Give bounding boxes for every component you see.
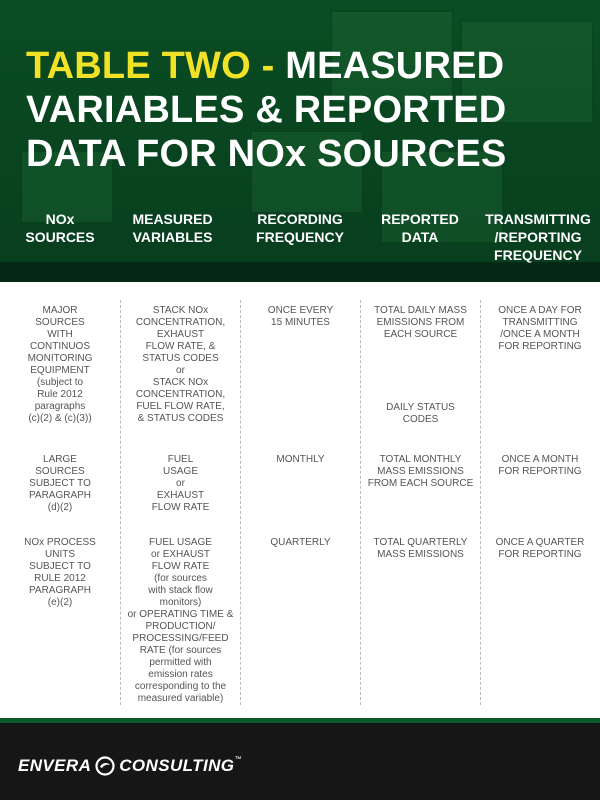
page-title <box>26 44 586 176</box>
column-divider <box>360 300 361 705</box>
company-logo <box>18 754 241 778</box>
cell-reported-status: DAILY STATUS CODES <box>386 402 455 425</box>
logo-text-left: ENVERA <box>18 756 92 775</box>
footer <box>0 718 600 800</box>
column-divider <box>240 300 241 705</box>
cell-transmitting: ONCE A DAY FOR TRANSMITTING /ONCE A MONTH FOR REPORTING <box>498 305 582 352</box>
cell-reported: TOTAL DAILY MASS EMISSIONS FROM EACH SOURCE <box>374 305 467 340</box>
cell-reported: TOTAL QUARTERLY MASS EMISSIONS <box>373 537 468 560</box>
cell-transmitting: ONCE A QUARTER FOR REPORTING <box>495 537 585 560</box>
cell-source: MAJOR SOURCES WITH CONTINUOS MONITORING EQUIPMENT (subject to Rule 2012 paragraphs (c)(2) & (c)(3)) <box>27 305 93 424</box>
cell-measured: FUEL USAGE or EXHAUST FLOW RATE (for sources with stack flow monitors) or OPERATING TIME & PRODUCTION/ PROCESSING/FEED RATE (for sources permitted with emission rates corresponding to the measured variable) <box>127 537 234 704</box>
cell-source: LARGE SOURCES SUBJECT TO PARAGRAPH (d)(2) <box>28 454 92 513</box>
cell-measured: STACK NOx CONCENTRATION, EXHAUST FLOW RATE, & STATUS CODES or STACK NOx CONCENTRATION, FUEL FLOW RATE, & STATUS CODES <box>135 305 226 424</box>
cell-recording: ONCE EVERY 15 MINUTES <box>267 305 334 328</box>
column-divider <box>480 300 481 705</box>
column-header-nox-sources: NOx SOURCES <box>25 211 95 245</box>
title-rest: MEASURED VARIABLES & REPORTED DATA FOR NOx SOURCES <box>26 45 507 175</box>
column-header-transmitting-frequency: TRANSMITTING /REPORTING FREQUENCY <box>485 211 591 263</box>
header-banner <box>0 0 600 282</box>
swirl-icon <box>95 756 115 776</box>
cell-source: NOx PROCESS UNITS SUBJECT TO RULE 2012 PARAGRAPH (e)(2) <box>24 537 96 608</box>
cell-transmitting: ONCE A MONTH FOR REPORTING <box>498 454 582 477</box>
logo-text-right: CONSULTING <box>119 756 235 775</box>
cell-measured: FUEL USAGE or EXHAUST FLOW RATE <box>151 454 210 513</box>
trademark-mark: ™ <box>234 756 242 763</box>
cell-recording: QUARTERLY <box>270 537 331 548</box>
cell-reported: TOTAL MONTHLY MASS EMISSIONS FROM EACH SOURCE <box>367 454 474 489</box>
column-header-recording-frequency: RECORDING FREQUENCY <box>256 211 344 245</box>
column-header-measured-variables: MEASURED VARIABLES <box>132 211 213 245</box>
cell-recording: MONTHLY <box>276 454 325 465</box>
title-accent: TABLE TWO - <box>26 45 275 87</box>
column-header-reported-data: REPORTED DATA <box>381 211 459 245</box>
